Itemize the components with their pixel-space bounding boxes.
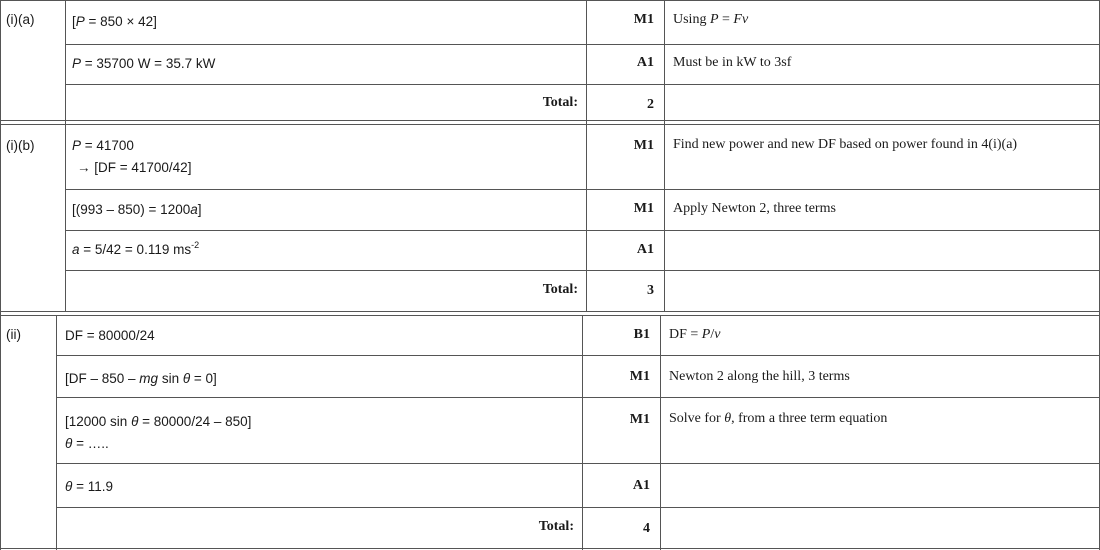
- rule: [56, 315, 57, 550]
- rule: [65, 270, 1100, 271]
- total-marks: 3: [647, 283, 654, 298]
- guidance-note: Must be in kW to 3sf: [673, 55, 792, 70]
- guidance-note: Find new power and new DF based on power found in 4(i)(a): [673, 137, 1018, 152]
- working-line: P = 35700 W = 35.7 kW: [72, 56, 216, 71]
- rule: [56, 355, 1100, 356]
- rule: [56, 397, 1100, 398]
- rule: [65, 0, 66, 312]
- rule: [56, 507, 1100, 508]
- total-marks: 2: [647, 97, 654, 112]
- rule: [0, 311, 1100, 312]
- working-line: → [DF = 41700/42]: [77, 160, 192, 175]
- rule: [0, 548, 1100, 549]
- total-label: Total:: [538, 519, 574, 534]
- rule: [582, 315, 583, 550]
- total-marks: 4: [643, 521, 650, 536]
- mark-code: M1: [629, 369, 650, 384]
- part-label: (i)(b): [6, 138, 35, 153]
- mark-code: M1: [633, 12, 654, 27]
- rule: [0, 0, 1100, 1]
- rule: [0, 315, 1100, 316]
- working-line: [DF – 850 – mg sin θ = 0]: [65, 371, 217, 386]
- guidance-note: Apply Newton 2, three terms: [673, 201, 836, 216]
- rule: [660, 315, 661, 550]
- working-line: [P = 850 × 42]: [72, 14, 157, 29]
- working-line: θ = 11.9: [65, 479, 113, 494]
- rule: [586, 0, 587, 312]
- working-line: DF = 80000/24: [65, 328, 155, 343]
- mark-code: A1: [636, 55, 654, 70]
- mark-code: A1: [636, 242, 654, 257]
- rule: [56, 463, 1100, 464]
- guidance-note: Using P = Fv: [673, 12, 749, 27]
- rule: [65, 230, 1100, 231]
- rule: [65, 189, 1100, 190]
- rule: [0, 0, 1, 550]
- guidance-note: Newton 2 along the hill, 3 terms: [669, 369, 850, 384]
- total-label: Total:: [542, 95, 578, 110]
- mark-code: M1: [629, 412, 650, 427]
- guidance-note: DF = P/v: [669, 327, 721, 342]
- mark-code: A1: [632, 478, 650, 493]
- working-line: θ = …..: [65, 436, 109, 451]
- working-line: [12000 sin θ = 80000/24 – 850]: [65, 414, 252, 429]
- mark-code: M1: [633, 201, 654, 216]
- rule: [65, 84, 1100, 85]
- mark-code: M1: [633, 138, 654, 153]
- guidance-note: Solve for θ, from a three term equation: [669, 411, 888, 426]
- rule: [65, 44, 1100, 45]
- working-line: P = 41700: [72, 138, 134, 153]
- total-label: Total:: [542, 282, 578, 297]
- part-label: (ii): [6, 327, 21, 342]
- rule: [0, 124, 1100, 125]
- mark-code: B1: [633, 327, 650, 342]
- rule: [664, 0, 665, 312]
- working-line: a = 5/42 = 0.119 $ms^{-2}$: [72, 240, 200, 257]
- part-label: (i)(a): [6, 12, 35, 27]
- rule: [0, 120, 1100, 121]
- working-line: [(993 – 850) = 1200a]: [72, 202, 202, 217]
